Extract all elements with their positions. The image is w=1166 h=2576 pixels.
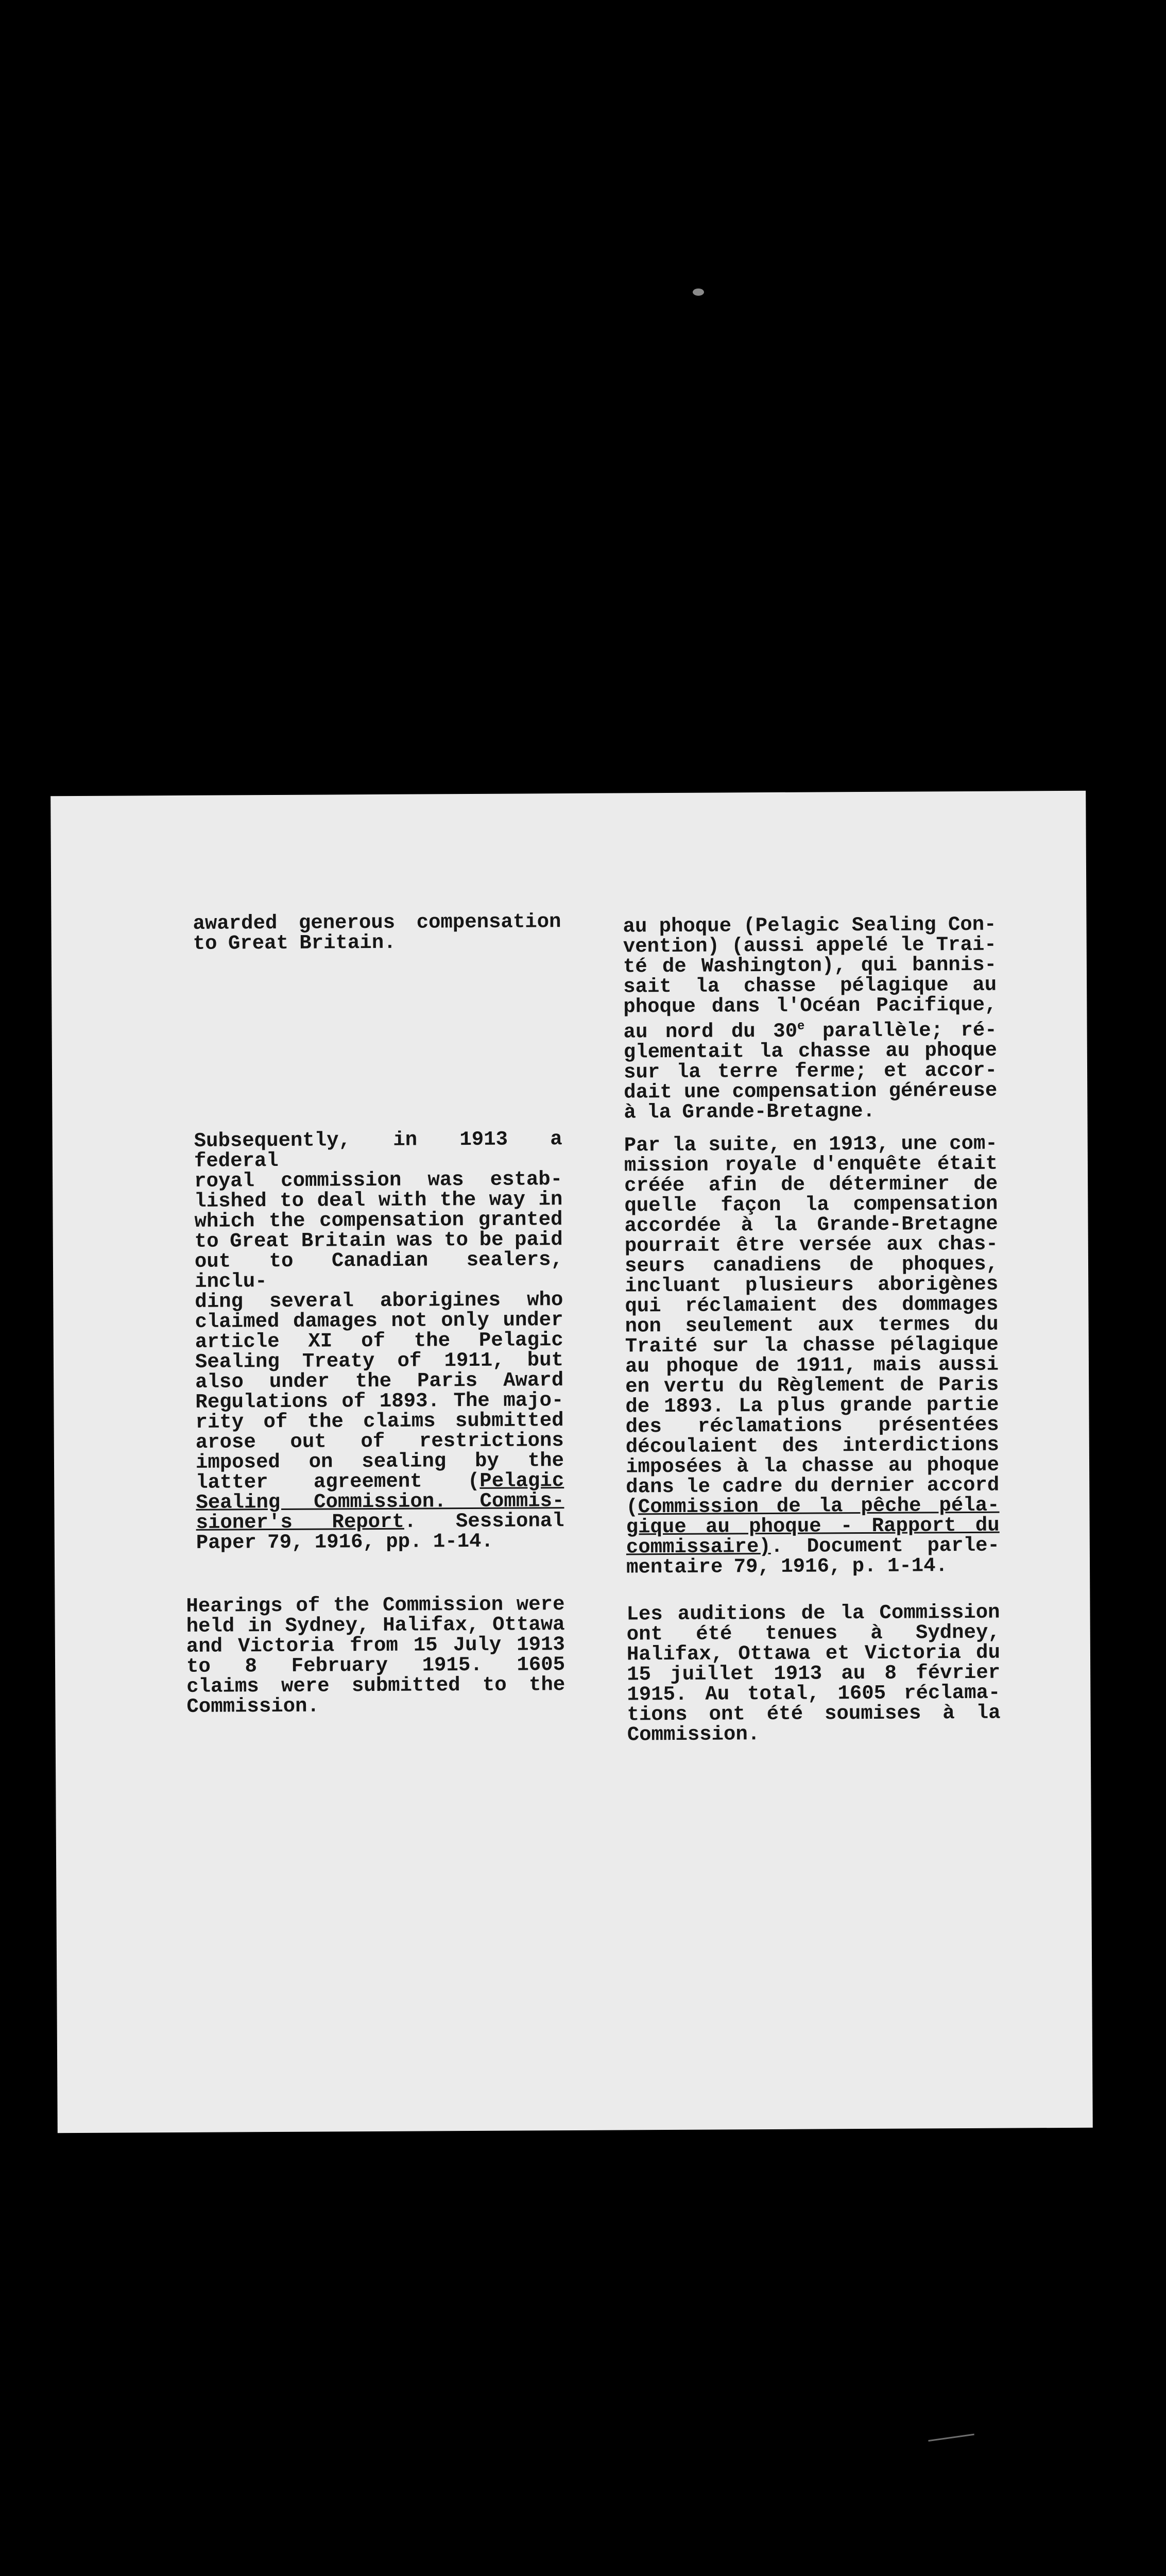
text-line: créée afin de déterminer de [624,1172,998,1197]
text-fragment: parallèle; ré- [804,1019,997,1043]
text-fragment: ( [626,1496,638,1519]
text-line: claimed damages not only under [195,1309,563,1333]
text-line: quelle façon la compensation [624,1192,998,1217]
english-column [193,912,561,954]
text-line: découlaient des interdictions [625,1433,999,1459]
text-fragment: au nord du 30 [623,1020,798,1044]
text-line: au phoque de 1911, mais aussi [625,1353,999,1378]
text-line: sur la terre ferme; et accor- [623,1059,998,1084]
text-line: rity of the claims submitted [195,1409,564,1434]
text-line: des réclamations présentées [625,1413,999,1438]
text-line: non seulement aux termes du [625,1313,999,1338]
text-line: to Great Britain. [193,931,396,955]
text-line: phoque dans l'Océan Pacifique, [623,993,997,1019]
text-line: and Victoria from 15 July 1913 [186,1633,565,1658]
text-line: lished to deal with the way in [194,1188,563,1213]
text-line: imposed on sealing by the [195,1449,564,1474]
text-line: pourrait être versée aux chas- [624,1232,998,1258]
english-column [194,1129,564,1553]
french-paragraph-2 [624,1134,1000,1578]
ink-mark [926,2418,974,2442]
text-line: ont été tenues à Sydney, [626,1621,1000,1646]
text-line: ding several aborigines who [195,1289,563,1313]
text-line: sait la chasse pélagique au [623,973,997,998]
english-paragraph-3 [186,1595,565,1717]
text-line: dait une compensation généreuse [624,1079,998,1104]
text-line: awarded generous compensation [193,910,561,935]
text-line: Sealing Treaty of 1911, but [195,1349,564,1374]
text-line: Commission. [186,1694,320,1718]
text-line: royal commission was estab- [194,1168,563,1193]
text-line: arose out of restrictions [195,1429,564,1454]
english-column [186,1595,565,1717]
text-line: to Great Britain was to be paid [194,1228,563,1253]
english-paragraph-2 [194,1129,564,1553]
text-line: tions ont été soumises à la [627,1701,1001,1726]
text-line: claims were submitted to the [186,1673,565,1698]
speck-mark [693,289,704,296]
text-line: à la Grande-Bretagne. [624,1099,876,1124]
text-line: mentaire 79, 1916, p. 1-14. [626,1554,948,1579]
text-line: Par la suite, en 1913, une com- [624,1132,998,1157]
french-paragraph-3 [626,1603,1000,1745]
citation-title: Sealing Commission. Commis- [196,1489,564,1514]
text-line: Hearings of the Commission were [186,1593,565,1618]
citation-title: Pelagic [479,1469,564,1493]
text-line: Regulations of 1893. The majo- [195,1389,564,1414]
text-line: dans le cadre du dernier accord [626,1473,1000,1499]
text-line: au phoque (Pelagic Sealing Con- [623,913,997,938]
text-line: vention) (aussi appelé le Trai- [623,933,997,958]
text-line: de 1893. La plus grande partie [625,1393,999,1418]
text-line: Les auditions de la Commission [626,1601,1000,1626]
text-line: incluant plusieurs aborigènes [625,1273,999,1298]
text-line: imposées à la chasse au phoque [625,1453,1000,1479]
citation-title: sioner's Report [196,1510,405,1534]
text-line: 15 juillet 1913 au 8 février [627,1661,1001,1686]
text-line: out to Canadian sealers, inclu- [194,1248,563,1293]
text-line: Halifax, Ottawa et Victoria du [626,1641,1001,1666]
french-column [624,1134,1000,1578]
text-line: seurs canadiens de phoques, [624,1252,999,1278]
text-line: en vertu du Règlement de Paris [625,1373,999,1398]
french-column [623,915,997,1123]
citation-title: commissaire) [626,1535,771,1559]
citation-title: gique au phoque - Rapport du [626,1514,1000,1539]
text-line: also under the Paris Award [195,1369,564,1394]
text-line [623,1015,997,1043]
text-line: accordée à la Grande-Bretagne [624,1212,998,1238]
text-fragment: . Document parle- [770,1534,1000,1558]
superscript: e [797,1019,805,1033]
text-line: glementait la chasse au phoque [623,1039,997,1064]
english-paragraph-1 [193,912,561,954]
citation-title: Commission de la pêche péla- [638,1494,1000,1519]
text-fragment: latter agreement ( [196,1469,480,1494]
text-line: Subsequently, in 1913 a federal [194,1128,562,1173]
french-column [626,1603,1000,1745]
text-fragment: . Sessional [404,1510,564,1533]
text-line: té de Washington), qui bannis- [623,953,997,978]
text-line: 1915. Au total, 1605 réclama- [627,1681,1001,1706]
text-line: which the compensation granted [194,1208,563,1233]
text-line: Commission. [627,1723,760,1747]
text-line: mission royale d'enquête était [624,1152,998,1177]
document-page [50,791,1093,2133]
text-line [196,1511,564,1533]
text-line: article XI of the Pelagic [195,1329,563,1353]
french-paragraph-1 [623,915,997,1123]
text-line: Paper 79, 1916, pp. 1-14. [196,1530,494,1554]
text-line: to 8 February 1915. 1605 [186,1653,565,1678]
text-line: held in Sydney, Halifax, Ottawa [186,1613,565,1638]
text-line: qui réclamaient des dommages [625,1293,999,1318]
text-line: Traité sur la chasse pélagique [625,1333,999,1358]
